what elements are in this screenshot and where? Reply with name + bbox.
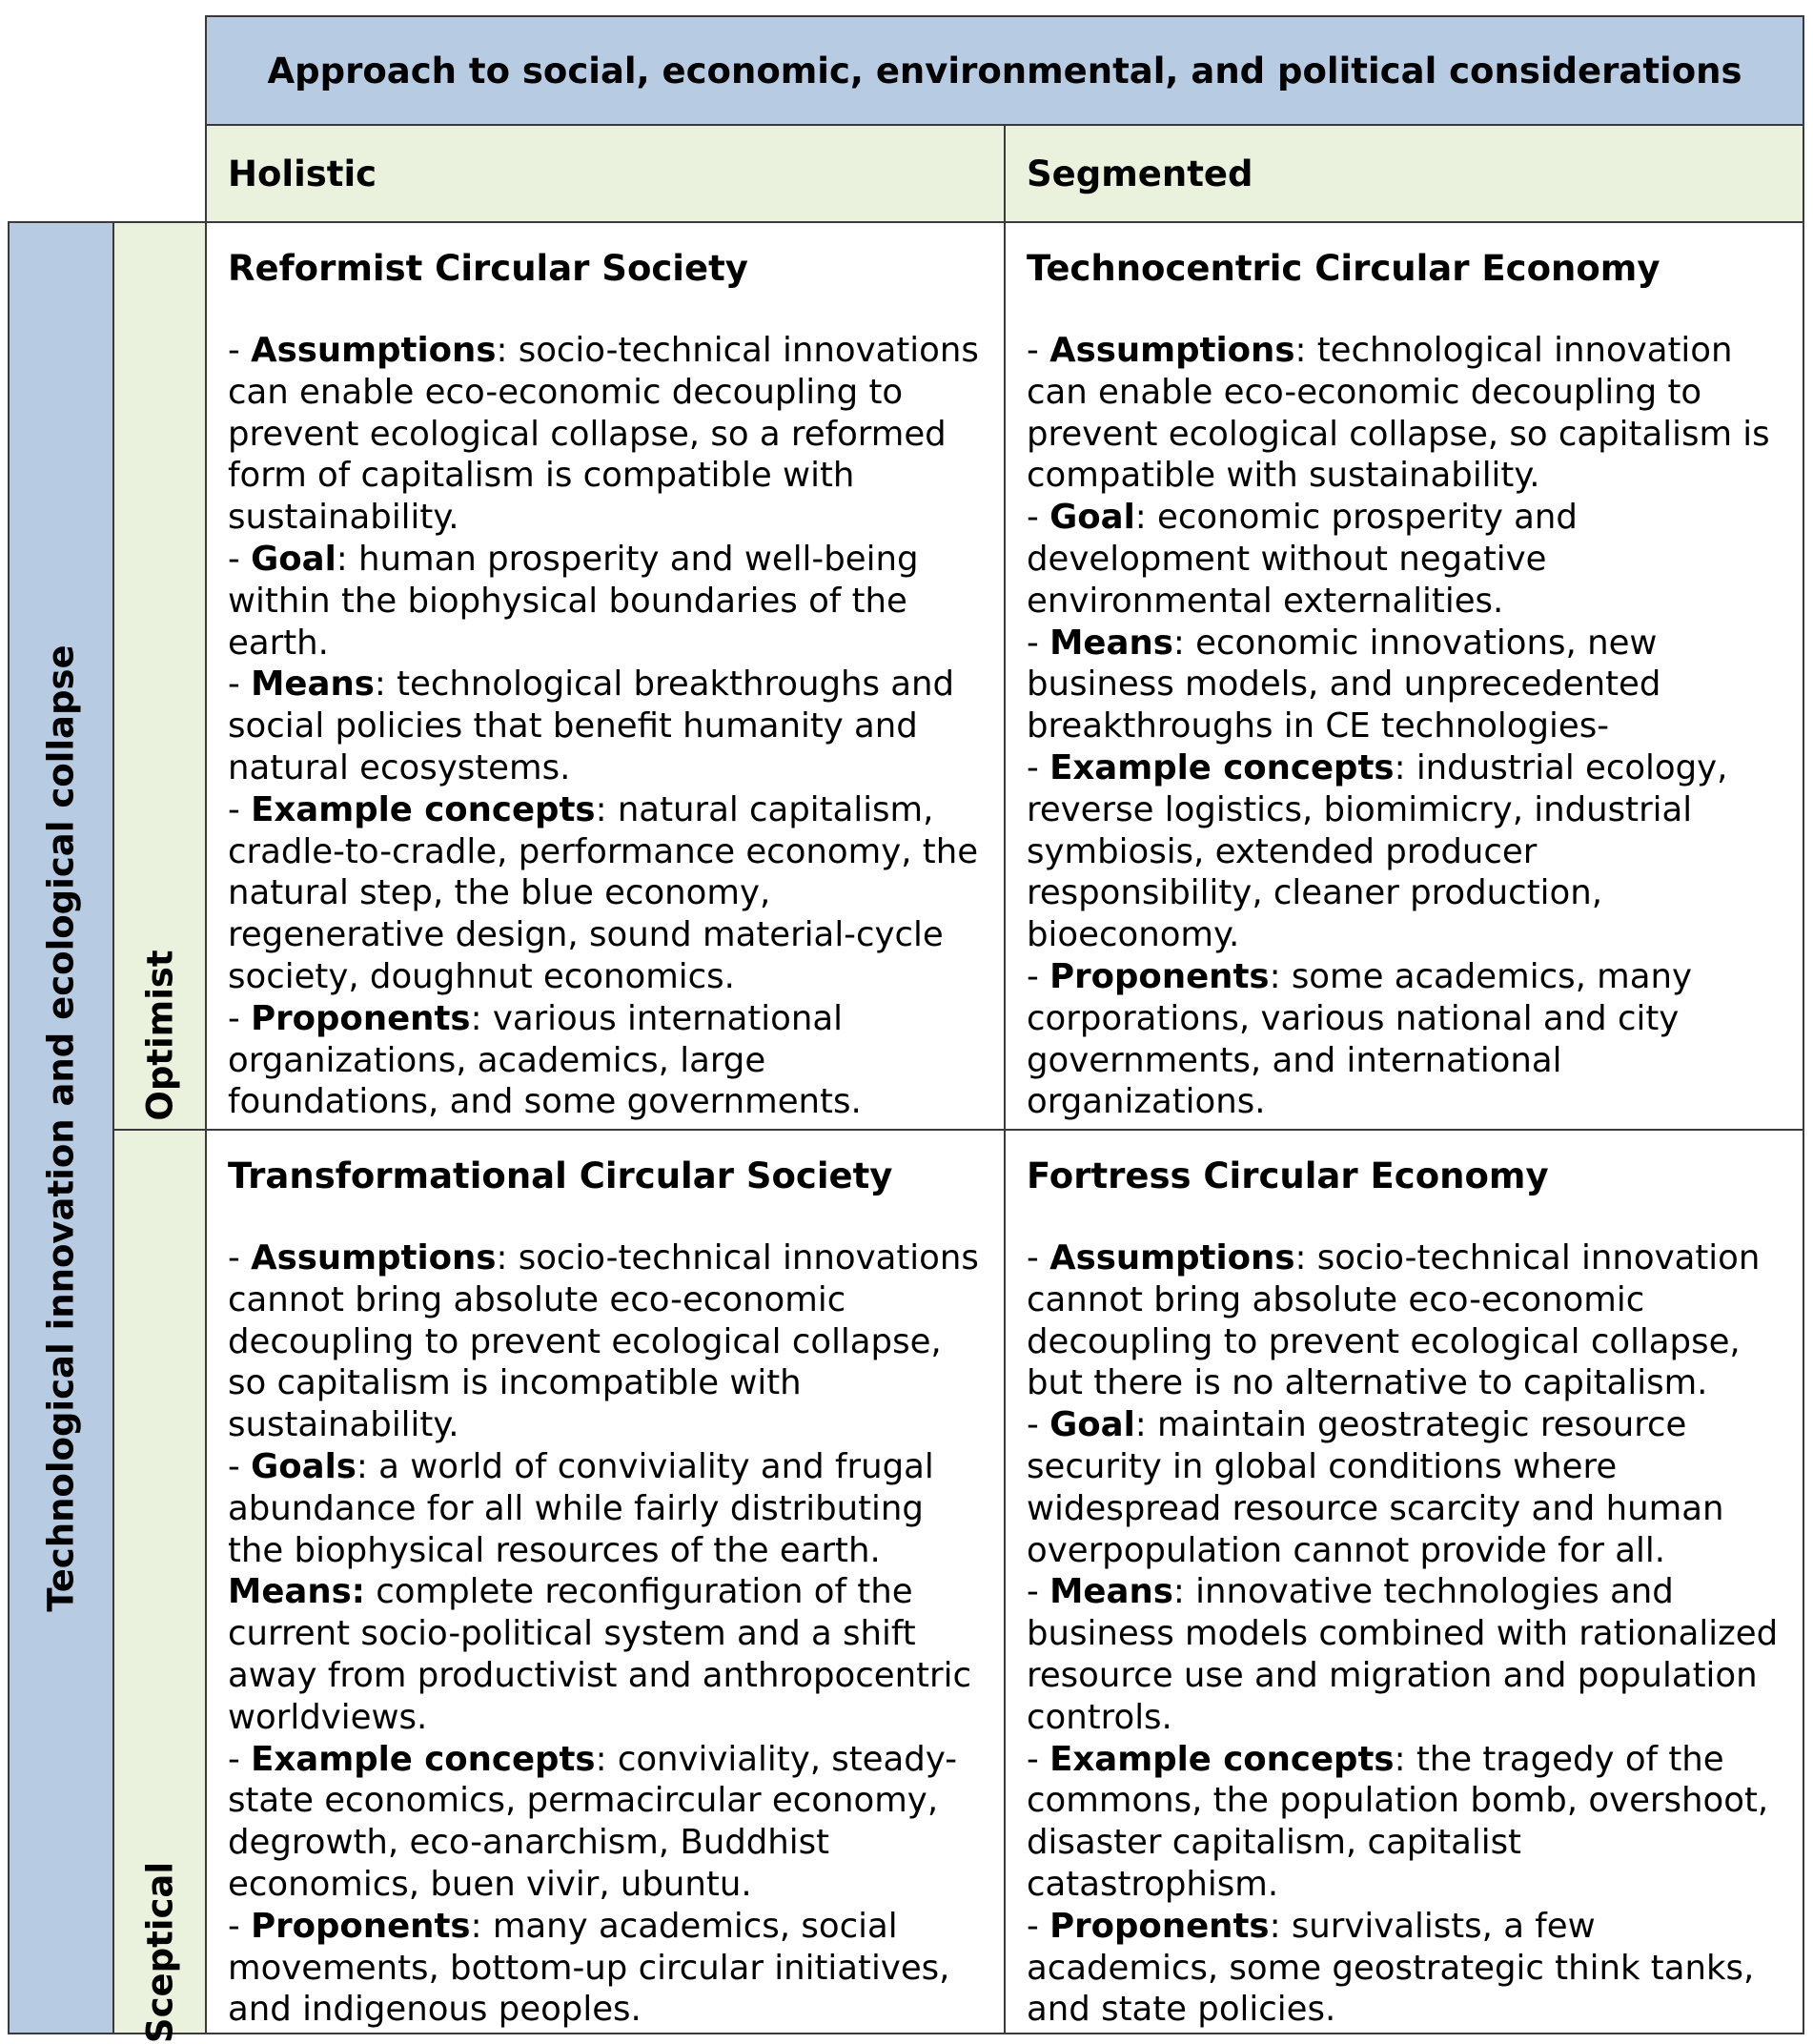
row-header-sceptical — [112, 1129, 207, 2044]
column-label-segmented: Segmented — [1027, 153, 1253, 194]
item-text: industrial ecology, reverse logistics, biomimicry, industrial symbiosis, extended producer responsibility, cleaner production, bioeconomy. — [1027, 747, 1728, 955]
row-axis-label — [8, 221, 114, 2034]
item-text: many academics, social movements, bottom-up circular initiatives, and indigenous peoples. — [228, 1906, 950, 2030]
cell-fortress — [1004, 1129, 1804, 2034]
item-bullet: - — [228, 539, 252, 579]
cell-item — [1027, 330, 1782, 497]
cell-item — [1027, 1237, 1782, 1404]
item-bullet: - — [1027, 1405, 1050, 1445]
cell-item — [228, 330, 983, 539]
cell-body — [228, 1237, 983, 2031]
item-text: economic prosperity and development without negative environmental externalities. — [1027, 498, 1578, 621]
item-text: technological breakthroughs and social policies that benefit humanity and natural ecosystems. — [228, 664, 955, 787]
cell-transformational — [205, 1129, 1006, 2034]
cell-item — [1027, 1404, 1782, 1571]
item-text: conviviality, steady-state economics, permacircular economy, degrowth, eco-anarchism, Buddhist economics, buen vivir, ubuntu. — [228, 1739, 958, 1904]
item-label: Means — [251, 664, 375, 705]
item-separator: : — [374, 664, 397, 705]
item-text: natural capitalism, cradle-to-cradle, performance economy, the natural step, the blue economy, regenerative design, sound material-cycle society, doughnut economics. — [228, 789, 979, 996]
item-separator: : — [1134, 498, 1158, 538]
item-separator: : — [336, 539, 359, 579]
item-separator: : — [1294, 331, 1317, 370]
item-label: Means: — [228, 1572, 365, 1612]
cell-technocentric — [1004, 221, 1804, 1131]
cell-item — [1027, 1906, 1782, 2031]
item-label: Means — [1049, 623, 1173, 663]
item-bullet: - — [228, 1739, 252, 1779]
cell-item — [228, 1446, 983, 1571]
item-separator: : — [470, 1906, 493, 1946]
item-text: complete reconfiguration of the current socio-political system and a shift away from productivist and anthropocentric worldviews. — [228, 1572, 971, 1737]
item-label: Example concepts — [1049, 1739, 1395, 1779]
cell-item — [1027, 1571, 1782, 1738]
item-text: the tragedy of the commons, the population bomb, overshoot, disaster capitalism, capitalist catastrophism. — [1027, 1739, 1769, 1904]
item-separator: : — [1172, 623, 1196, 663]
item-label: Goal — [1049, 498, 1135, 538]
item-text: survivalists, a few academics, some geostrategic think tanks, and state policies. — [1027, 1906, 1755, 2030]
item-separator: : — [1269, 956, 1292, 996]
item-separator: : — [496, 1238, 519, 1278]
cell-body — [1027, 1237, 1782, 2031]
item-bullet: - — [228, 1446, 252, 1486]
item-text: various international organizations, academics, large foundations, and some governments. — [228, 998, 862, 1122]
item-separator: : — [1172, 1572, 1196, 1612]
item-separator: : — [1134, 1405, 1158, 1445]
item-bullet: - — [228, 789, 252, 829]
item-bullet: - — [1027, 331, 1050, 370]
cell-item — [1027, 956, 1782, 1123]
item-text: some academics, many corporations, various national and city governments, and international organizations. — [1027, 956, 1693, 1122]
item-bullet: - — [1027, 1906, 1050, 1946]
item-label: Assumptions — [1049, 1238, 1295, 1278]
item-text: human prosperity and well-being within the biophysical boundaries of the earth. — [228, 539, 919, 663]
row-header-optimist — [112, 221, 207, 1131]
item-bullet: - — [228, 664, 252, 705]
item-separator: : — [1269, 1906, 1292, 1946]
item-separator: : — [470, 998, 493, 1038]
cell-body — [228, 330, 983, 1123]
item-text: maintain geostrategic resource security in global conditions where widespread resource scarcity and human overpopulation cannot provide for all. — [1027, 1405, 1724, 1570]
item-separator: : — [356, 1446, 379, 1486]
cell-item — [1027, 623, 1782, 747]
cell-reformist — [205, 221, 1006, 1131]
item-bullet: - — [228, 1238, 252, 1278]
column-header-segmented — [1004, 124, 1804, 223]
cell-item — [228, 539, 983, 664]
cell-item — [228, 1906, 983, 2031]
item-label: Assumptions — [1049, 331, 1295, 370]
item-bullet: - — [1027, 956, 1050, 996]
item-bullet: - — [228, 331, 252, 370]
item-separator: : — [595, 789, 618, 829]
item-separator: : — [1394, 1739, 1416, 1779]
header-title: Approach to social, economic, environmental, and political considerations — [267, 50, 1742, 92]
item-label: Goals — [251, 1446, 356, 1486]
item-text: technological innovation can enable eco-economic decoupling to prevent ecological collapse, so capitalism is compatible with sustainability. — [1027, 331, 1770, 496]
item-text: economic innovations, new business models, and unprecedented breakthroughs in CE technologies- — [1027, 623, 1661, 746]
cell-item — [1027, 1739, 1782, 1906]
cell-item — [228, 1739, 983, 1906]
item-bullet: - — [1027, 1739, 1050, 1779]
item-label: Example concepts — [1049, 747, 1395, 787]
table-header-approach — [205, 15, 1804, 126]
item-bullet: - — [1027, 1572, 1050, 1612]
item-text: socio-technical innovations cannot bring absolute eco-economic decoupling to prevent ecological collapse, so capitalism is incompatible with sustainability. — [228, 1238, 979, 1445]
item-separator: : — [1294, 1238, 1317, 1278]
item-label: Proponents — [251, 998, 471, 1038]
cell-item — [228, 998, 983, 1123]
item-bullet: - — [1027, 498, 1050, 538]
cell-item — [228, 1237, 983, 1446]
cell-item — [228, 1571, 983, 1738]
item-label: Example concepts — [251, 1739, 596, 1779]
cell-title: Technocentric Circular Economy — [1027, 248, 1660, 289]
item-separator: : — [1394, 747, 1416, 787]
row-axis-text: Technological innovation and ecological collapse — [40, 644, 82, 1612]
item-text: socio-technical innovation cannot bring absolute eco-economic decoupling to prevent ecological collapse, but there is no alternative to capitalism. — [1027, 1238, 1761, 1403]
item-bullet: - — [1027, 1238, 1050, 1278]
cell-title: Fortress Circular Economy — [1027, 1155, 1549, 1196]
item-bullet: - — [228, 998, 252, 1038]
item-bullet: - — [1027, 623, 1050, 663]
cell-body — [1027, 330, 1782, 1123]
item-label: Goal — [1049, 1405, 1135, 1445]
cell-item — [228, 664, 983, 788]
item-label: Proponents — [1049, 956, 1270, 996]
item-label: Assumptions — [251, 1238, 497, 1278]
item-text: innovative technologies and business models combined with rationalized resource use and migration and population controls. — [1027, 1572, 1779, 1737]
cell-item — [1027, 747, 1782, 956]
cell-title: Transformational Circular Society — [228, 1155, 893, 1196]
cell-item — [228, 789, 983, 998]
item-text: socio-technical innovations can enable eco-economic decoupling to prevent ecological collapse, so a reformed form of capitalism is compatible with sustainability. — [228, 331, 979, 538]
row-label-optimist: Optimist — [139, 950, 180, 1121]
item-label: Example concepts — [251, 789, 596, 829]
column-label-holistic: Holistic — [228, 153, 377, 194]
column-header-holistic — [205, 124, 1006, 223]
item-label: Goal — [251, 539, 336, 579]
item-separator — [365, 1572, 376, 1611]
item-text: a world of conviviality and frugal abundance for all while fairly distributing the biophysical resources of the earth. — [228, 1446, 934, 1570]
item-label: Means — [1049, 1572, 1173, 1612]
item-label: Proponents — [251, 1906, 471, 1946]
item-label: Assumptions — [251, 331, 497, 370]
item-label: Proponents — [1049, 1906, 1270, 1946]
cell-item — [1027, 497, 1782, 622]
item-bullet: - — [1027, 747, 1050, 787]
item-bullet: - — [228, 1906, 252, 1946]
cell-title: Reformist Circular Society — [228, 248, 748, 289]
item-separator: : — [496, 331, 519, 370]
item-separator: : — [595, 1739, 618, 1779]
row-label-sceptical: Sceptical — [139, 1861, 180, 2044]
